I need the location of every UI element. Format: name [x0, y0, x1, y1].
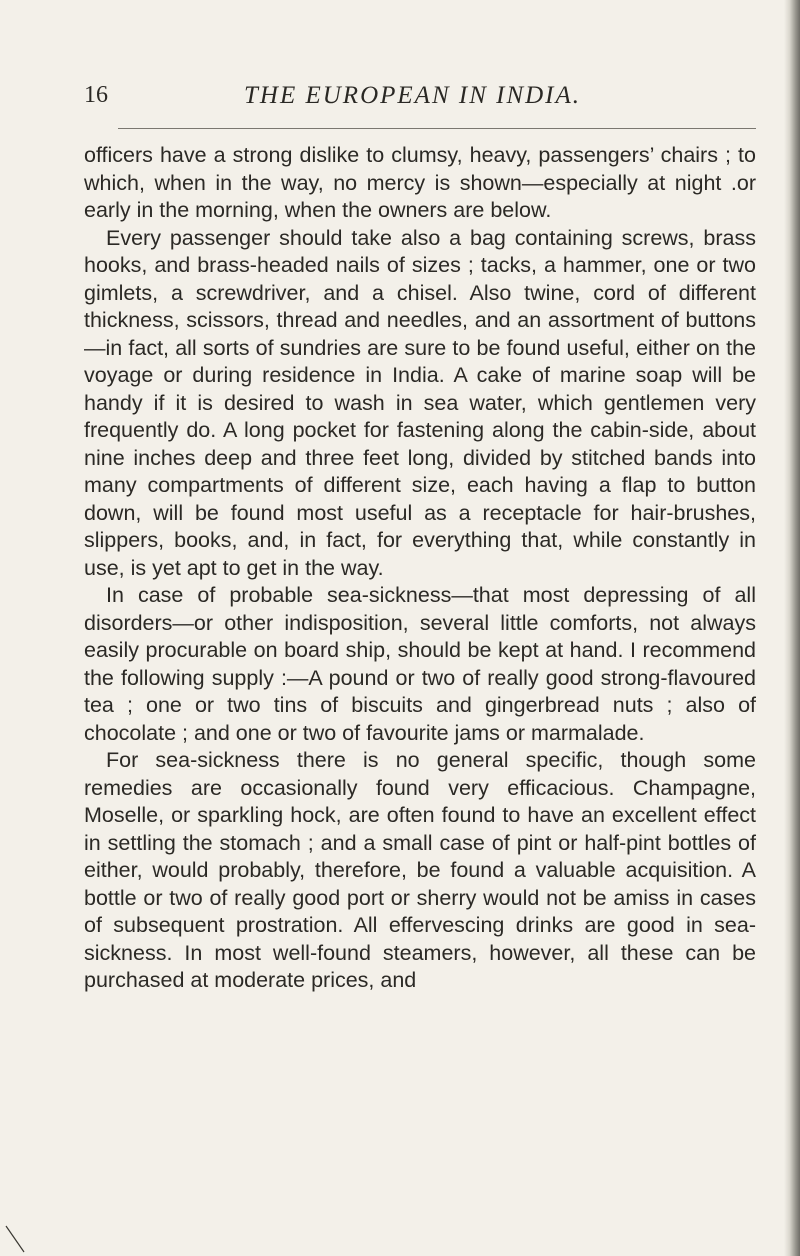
paragraph: Every passenger should take also a bag containing screws, brass hooks, and brass-headed nails of sizes ; tacks, a hammer, one or two gimlets, a screwdriver, and a chisel. Also twine, cord of different thickness, scissors, thread and needles, and an assortment of buttons—in fact, all sorts of sundries are sure to be found useful, either on the voyage or during residence in India. A cake of marine soap will be handy if it is desired to wash in sea water, which gentlemen very frequently do. A long pocket for fastening along the cabin-side, about nine inches deep and three feet long, divided by stitched bands into many compartments of different size, each having a flap to button down, will be found most useful as a receptacle for hair-brushes, slippers, books, and, in fact, for everything that, while constantly in use, is yet apt to get in the way. [84, 225, 756, 580]
paragraph: officers have a strong dislike to clumsy, heavy, passengers’ chairs ; to which, when in the way, no mercy is shown—especially at night .or early in the morning, when the owners are below. [84, 143, 756, 222]
header-rule [118, 128, 756, 129]
paragraph: In case of probable sea-sickness—that most depressing of all disorders—or other indisposition, several little comforts, not always easily procurable on board ship, should be kept at hand. I recommend the following supply :—A pound or two of really good strong-flavoured tea ; one or two tins of biscuits and gingerbread nuts ; also of chocolate ; and one or two of favourite jams or marmalade. [84, 583, 756, 745]
page-edge-shadow [784, 0, 800, 1256]
page-number: 16 [84, 82, 108, 108]
stray-pen-mark [4, 1224, 28, 1254]
page-header [84, 82, 744, 122]
running-head: THE EUROPEAN IN INDIA. [244, 82, 582, 109]
body-text [84, 142, 756, 995]
paragraph: For sea-sickness there is no general specific, though some remedies are occasionally found very efficacious. Champagne, Moselle, or sparkling hock, are often found to have an excellent effect in settling the stomach ; and a small case of pint or half-pint bottles of either, would probably, therefore, be found a valuable acquisition. A bottle or two of really good port or sherry would not be amiss in cases of subsequent prostration. All effervescing drinks are good in sea-sickness. In most well-found steamers, however, all these can be purchased at moderate prices, and [84, 748, 756, 992]
